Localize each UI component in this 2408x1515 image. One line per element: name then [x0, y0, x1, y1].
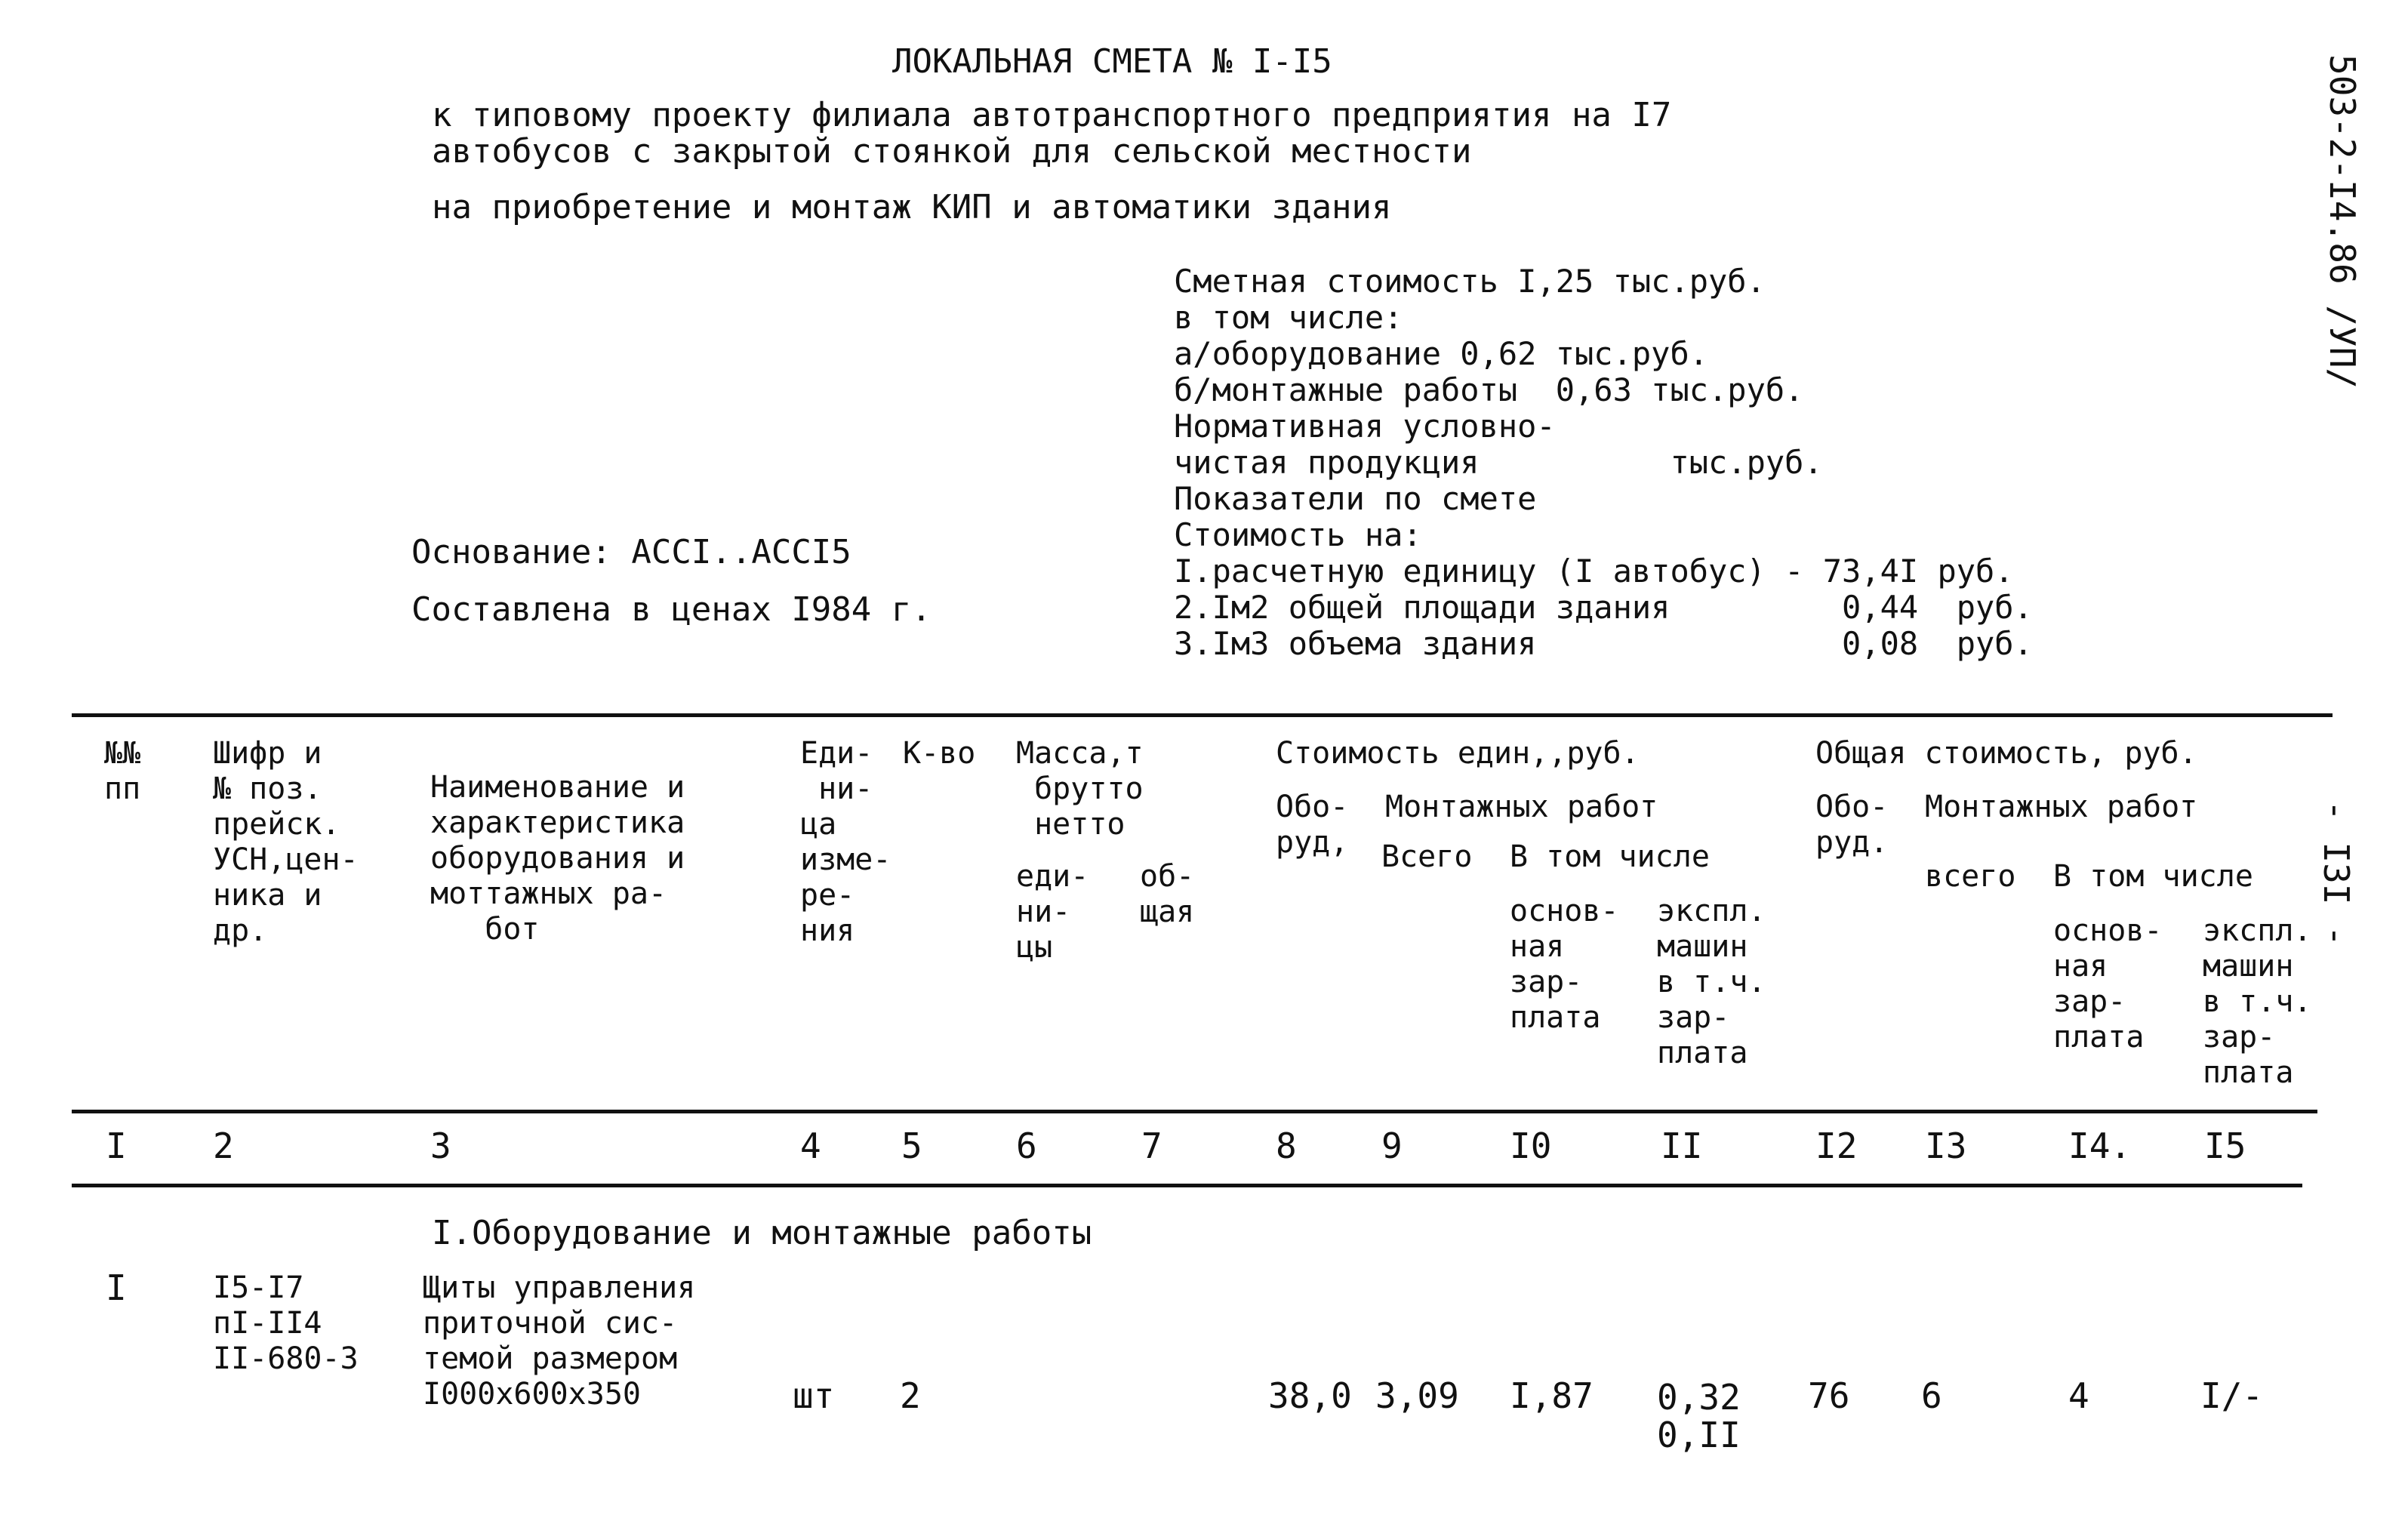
- column-number: 2: [213, 1125, 234, 1166]
- summary-line: в том числе:: [1174, 299, 1403, 336]
- header-unit-total: Всего: [1381, 839, 1473, 874]
- column-number: I5: [2204, 1125, 2246, 1166]
- header-unit-equipment: Обо- руд,: [1276, 790, 1349, 860]
- summary-line: Сметная стоимость I,25 тыс.руб.: [1174, 263, 1766, 300]
- document-code: 503-2-I4.86 /УП/: [2322, 54, 2363, 390]
- header-mass-total: об- щая: [1140, 859, 1195, 929]
- summary-line: чистая продукция тыс.руб.: [1174, 444, 1823, 481]
- header-unit-machines: экспл. машин в т.ч. зар- плата: [1657, 894, 1766, 1070]
- row-unit: шт: [793, 1375, 835, 1416]
- column-number: 5: [901, 1125, 922, 1166]
- summary-line: Показатели по смете: [1174, 480, 1537, 517]
- summary-line: Стоимость на:: [1174, 516, 1422, 553]
- column-number: I: [106, 1125, 127, 1166]
- column-number: I3: [1925, 1125, 1967, 1166]
- subtitle-line: на приобретение и монтаж КИП и автоматики здания: [432, 188, 1392, 226]
- header-unit-incl: В том числе: [1510, 839, 1710, 874]
- column-number: I4.: [2068, 1125, 2132, 1166]
- column-number: I0: [1510, 1125, 1552, 1166]
- header-name: Наименование и характеристика оборудования и моттажных ра- бот: [430, 770, 685, 947]
- page-number: - I3I -: [2316, 800, 2357, 947]
- column-number: 4: [800, 1125, 821, 1166]
- column-number: 3: [430, 1125, 451, 1166]
- row-quantity: 2: [900, 1375, 921, 1416]
- summary-line: Нормативная условно-: [1174, 408, 1556, 445]
- row-total-installation: 6: [1921, 1375, 1942, 1416]
- header-bottom-rule: [72, 1110, 2317, 1113]
- subtitle-line: автобусов с закрытой стоянкой для сельской местности: [432, 132, 1472, 171]
- row-unit-machines: 0,32 0,II: [1657, 1377, 1741, 1455]
- header-mass-unit: еди- ни- цы: [1016, 859, 1089, 965]
- header-total-incl: В том числе: [2053, 859, 2253, 894]
- row-name: Щиты управления приточной сис- темой размером I000х600х350: [423, 1270, 696, 1412]
- header-mass: Масса,т брутто нетто: [1016, 736, 1144, 842]
- summary-line: 3.Iм3 объема здания 0,08 руб.: [1174, 625, 2033, 662]
- header-total-cost: Общая стоимость, руб.: [1815, 736, 2197, 771]
- basis-line: Основание: АССI..АССI5: [411, 533, 851, 571]
- header-total-all: всего: [1925, 859, 2016, 894]
- row-total-wage: 4: [2068, 1375, 2089, 1416]
- header-total-installation: Монтажных работ: [1925, 790, 2198, 824]
- header-unit-wage: основ- ная зар- плата: [1510, 894, 1619, 1035]
- header-total-wage: основ- ная зар- плата: [2053, 913, 2163, 1055]
- header-unit-cost: Стоимость един,,руб.: [1276, 736, 1640, 771]
- header-quantity: К-во: [903, 736, 976, 771]
- summary-line: а/оборудование 0,62 тыс.руб.: [1174, 335, 1709, 372]
- column-numbers-bottom-rule: [72, 1184, 2302, 1187]
- row-unit-equipment: 38,0: [1268, 1375, 1352, 1416]
- header-row-number: №№ пп: [104, 736, 141, 806]
- column-number: 8: [1276, 1125, 1297, 1166]
- summary-line: 2.Iм2 общей площади здания 0,44 руб.: [1174, 589, 2033, 626]
- column-number: 9: [1381, 1125, 1403, 1166]
- section-title: I.Оборудование и монтажные работы: [432, 1214, 1092, 1252]
- summary-line: I.расчетную единицу (I автобус) - 73,4I руб.: [1174, 553, 2014, 590]
- header-code: Шифр и № поз. прейск. УСН,цен- ника и др.: [213, 736, 359, 948]
- column-number: 6: [1016, 1125, 1037, 1166]
- table-top-rule: [72, 713, 2333, 717]
- header-total-equipment: Обо- руд.: [1815, 790, 1889, 860]
- header-unit: Еди- ни- ца изме- ре- ния: [800, 736, 891, 948]
- column-number: I2: [1815, 1125, 1858, 1166]
- column-number: 7: [1141, 1125, 1162, 1166]
- header-unit-installation: Монтажных работ: [1385, 790, 1658, 824]
- row-unit-wage: I,87: [1510, 1375, 1594, 1416]
- prices-line: Составлена в ценах I984 г.: [411, 590, 931, 629]
- header-total-machines: экспл. машин в т.ч. зар- плата: [2203, 913, 2312, 1090]
- row-total-machines: I/-: [2200, 1375, 2264, 1416]
- row-code: I5-I7 пI-II4 II-680-3: [213, 1270, 359, 1376]
- column-number: II: [1661, 1125, 1703, 1166]
- row-total-equipment: 76: [1808, 1375, 1850, 1416]
- row-number: I: [106, 1267, 127, 1308]
- estimate-title: ЛОКАЛЬНАЯ СМЕТА № I-I5: [892, 42, 1332, 81]
- summary-line: б/монтажные работы 0,63 тыс.руб.: [1174, 371, 1804, 408]
- row-unit-total: 3,09: [1375, 1375, 1459, 1416]
- subtitle-line: к типовому проекту филиала автотранспортного предприятия на I7: [432, 96, 1672, 134]
